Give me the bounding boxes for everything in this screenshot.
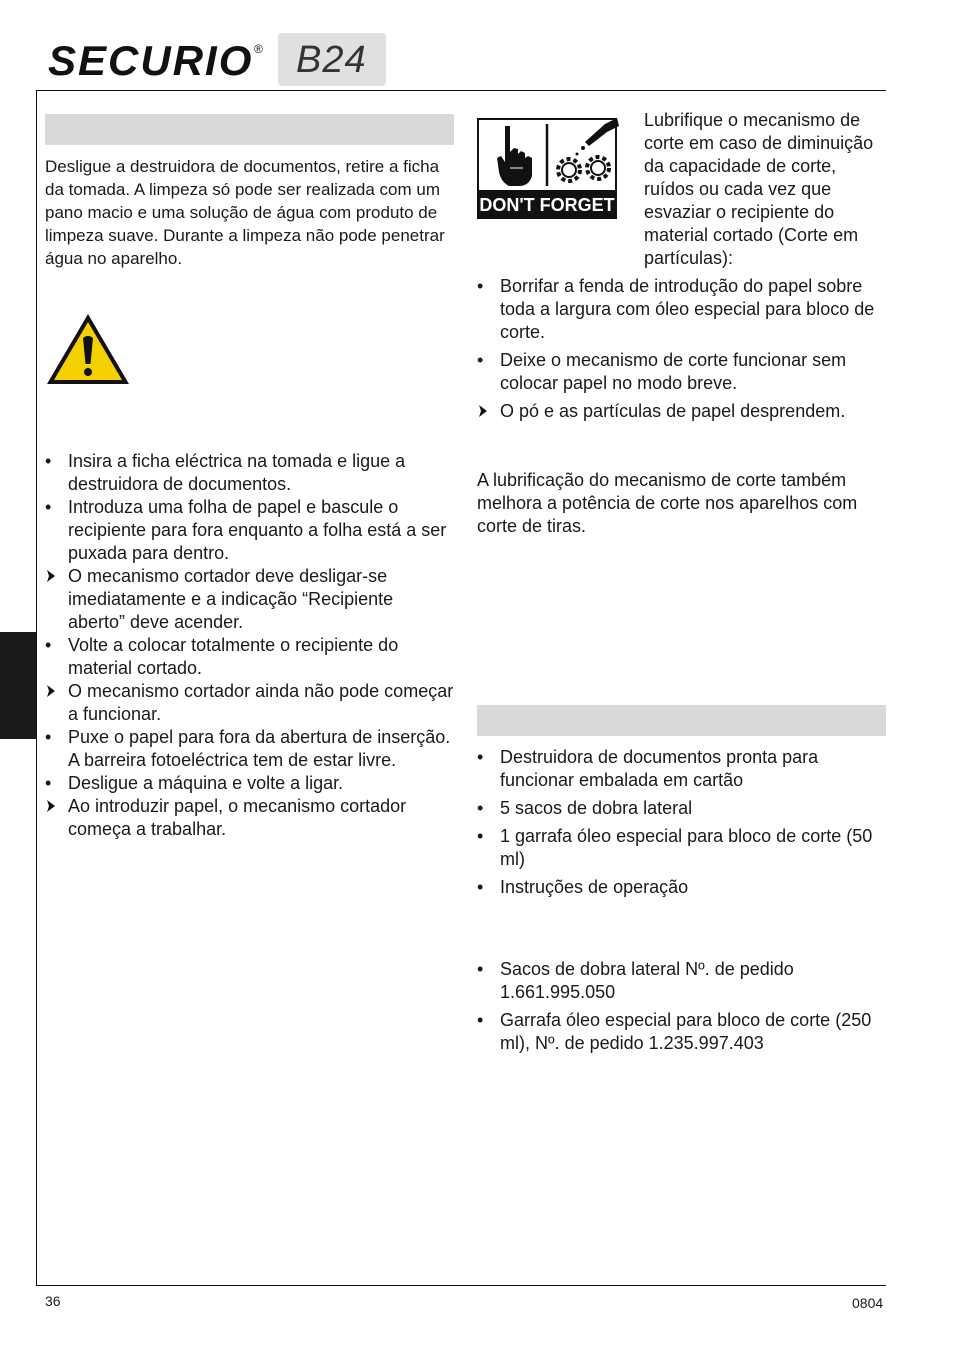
bullet-icon: • xyxy=(477,877,484,897)
list-item-text: Volte a colocar totalmente o recipiente do material cortado. xyxy=(68,635,399,678)
lube-note: A lubrificação do mecanismo de corte também melhora a potência de corte nos aparelhos com corte de tiras. xyxy=(477,470,858,536)
cleaning-text: Desligue a destruidora de documentos, retire a ficha da tomada. A limpeza só pode ser realizada com um pano macio e uma solução de água com produto de limpeza suave. Durante a limpeza não pode penetrar água no aparelho. xyxy=(45,157,445,268)
list-item-text: Desligue a máquina e volte a ligar. xyxy=(68,773,344,793)
warning-triangle-icon xyxy=(45,312,131,386)
list-item-text: Destruidora de documentos pronta para funcionar embalada em cartão xyxy=(500,747,819,790)
accessories-list xyxy=(477,958,887,1060)
list-item-text: 5 sacos de dobra lateral xyxy=(500,798,693,818)
bullet-icon: • xyxy=(477,747,484,767)
dont-forget-label: DON'T FORGET xyxy=(479,195,615,215)
lube-steps-list xyxy=(477,275,887,428)
list-item-text: O mecanismo cortador deve desligar-se imediatamente e a indicação “Recipiente aberto” deve acender. xyxy=(68,566,394,632)
list-item xyxy=(477,876,887,899)
frame-top-rule xyxy=(36,90,886,91)
bullet-icon: • xyxy=(45,727,52,747)
arrow-right-icon xyxy=(45,795,63,819)
list-item-text: Garrafa óleo especial para bloco de corte (250 ml), Nº. de pedido 1.235.997.403 xyxy=(500,1010,872,1053)
list-item xyxy=(45,450,455,496)
doc-code: 0804 xyxy=(852,1295,884,1311)
result-item xyxy=(45,795,455,841)
result-item xyxy=(477,400,887,423)
bullet-icon: • xyxy=(45,635,52,655)
list-item-text: Insira a ficha eléctrica na tomada e ligue a destruidora de documentos. xyxy=(68,451,406,494)
list-item-text: Puxe o papel para fora da abertura de inserção. A barreira fotoeléctrica tem de estar livre. xyxy=(68,727,451,770)
page-number: 36 xyxy=(45,1293,61,1309)
list-item-text: Instruções de operação xyxy=(500,877,689,897)
bullet-icon: • xyxy=(477,959,484,979)
model-name: B24 xyxy=(296,39,367,81)
arrow-right-icon xyxy=(45,680,63,704)
list-item xyxy=(477,1009,887,1055)
bullet-icon: • xyxy=(477,826,484,846)
arrow-right-icon xyxy=(45,565,63,589)
list-item-text: O pó e as partículas de papel desprendem. xyxy=(500,401,846,421)
list-item xyxy=(45,496,455,565)
list-item-text: O mecanismo cortador ainda não pode começar a funcionar. xyxy=(68,681,454,724)
section-bar-delivery xyxy=(477,705,886,736)
result-item xyxy=(45,680,455,726)
list-item xyxy=(477,275,887,344)
bullet-icon: • xyxy=(45,497,52,517)
list-item xyxy=(477,349,887,395)
delivery-list xyxy=(477,746,887,904)
dont-forget-icon xyxy=(477,118,619,219)
result-item xyxy=(45,565,455,634)
bullet-icon: • xyxy=(477,798,484,818)
list-item-text: Borrifar a fenda de introdução do papel sobre toda a largura com óleo especial para bloco de corte. xyxy=(500,276,875,342)
list-item-text: 1 garrafa óleo especial para bloco de corte (50 ml) xyxy=(500,826,873,869)
list-item xyxy=(477,746,887,792)
brand-logo: SECURIO xyxy=(48,37,254,84)
list-item xyxy=(45,772,455,795)
bullet-icon: • xyxy=(477,1010,484,1030)
registered-mark: ® xyxy=(254,42,263,56)
list-item-text: Sacos de dobra lateral Nº. de pedido 1.661.995.050 xyxy=(500,959,794,1002)
list-item-text: Deixe o mecanismo de corte funcionar sem colocar papel no modo breve. xyxy=(500,350,847,393)
bullet-icon: • xyxy=(477,276,484,296)
frame-left-rule xyxy=(36,90,37,1286)
test-steps-list xyxy=(45,450,455,841)
list-item xyxy=(45,634,455,680)
language-tab xyxy=(0,632,36,739)
frame-bottom-rule xyxy=(36,1285,886,1286)
list-item-text: Introduza uma folha de papel e bascule o recipiente para fora enquanto a folha está a ser puxada para dentro. xyxy=(68,497,447,563)
bullet-icon: • xyxy=(45,451,52,471)
section-bar-cleaning xyxy=(45,114,454,145)
bullet-icon: • xyxy=(45,773,52,793)
bullet-icon: • xyxy=(477,350,484,370)
list-item xyxy=(477,825,887,871)
lube-intro: Lubrifique o mecanismo de corte em caso de diminuição da capacidade de corte, ruídos ou cada vez que esvaziar o recipiente do material cortado (Corte em partículas): xyxy=(644,110,874,268)
list-item xyxy=(477,797,887,820)
arrow-right-icon xyxy=(477,400,495,424)
list-item xyxy=(45,726,455,772)
list-item-text: Ao introduzir papel, o mecanismo cortador começa a trabalhar. xyxy=(68,796,407,839)
list-item xyxy=(477,958,887,1004)
